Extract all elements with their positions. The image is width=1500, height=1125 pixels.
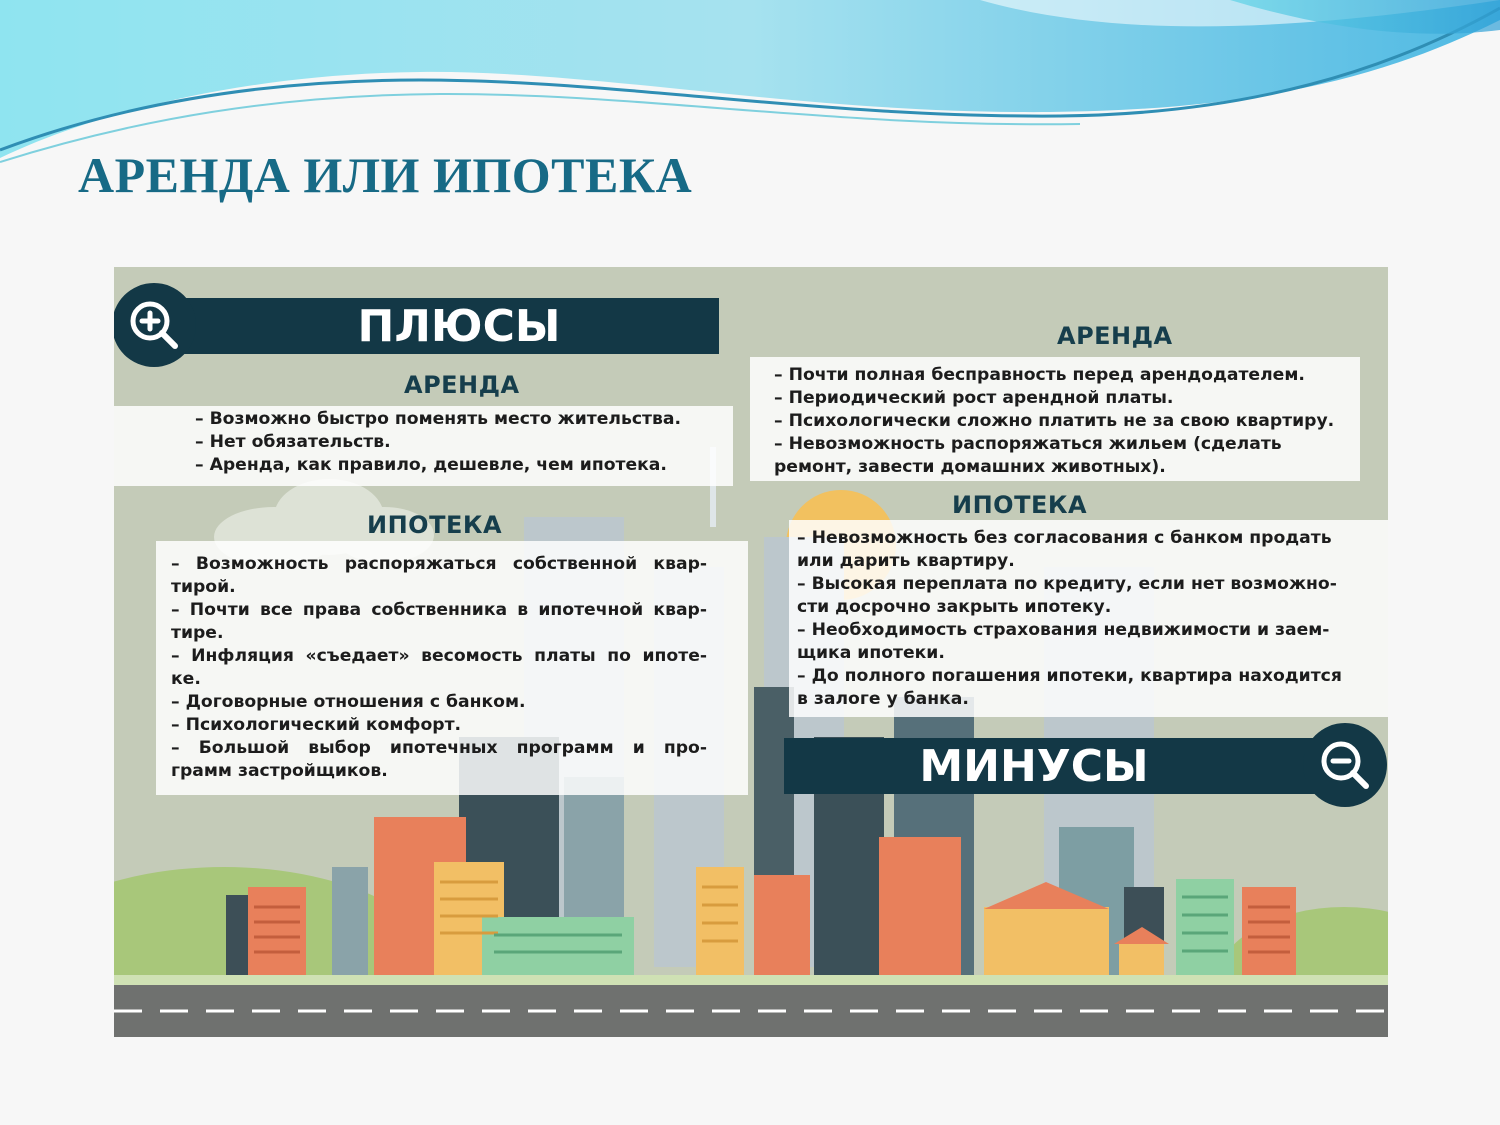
list-item: – Высокая переплата по кредиту, если нет возможно- bbox=[797, 574, 1337, 594]
list-item: в залоге у банка. bbox=[797, 689, 969, 709]
list-item: или дарить квартиру. bbox=[797, 551, 1015, 571]
rent-vs-mortgage-infographic bbox=[114, 267, 1388, 1037]
pros-mortgage-heading: ИПОТЕКА bbox=[367, 511, 503, 539]
list-item: – Нет обязательств. bbox=[195, 432, 391, 452]
list-item: – Почти полная бесправность перед арендодателем. bbox=[774, 365, 1305, 385]
cons-mortgage-panel bbox=[789, 520, 1388, 717]
list-item: – Аренда, как правило, дешевле, чем ипотека. bbox=[195, 455, 667, 475]
cons-rent-panel bbox=[750, 357, 1360, 481]
list-item: – Невозможность распоряжаться жильем (сделать bbox=[774, 434, 1282, 454]
pros-rent-heading: АРЕНДА bbox=[404, 371, 520, 399]
cons-banner-label: МИНУСЫ bbox=[919, 740, 1149, 792]
list-item: – Возможно быстро поменять место жительства. bbox=[195, 409, 682, 429]
list-item: – Необходимость страхования недвижимости и заем- bbox=[797, 620, 1330, 640]
list-item: – Невозможность без согласования с банком продать bbox=[797, 528, 1332, 548]
list-item: – Периодический рост арендной платы. bbox=[774, 388, 1174, 408]
pros-banner bbox=[174, 298, 719, 354]
cons-rent-heading: АРЕНДА bbox=[1057, 322, 1173, 350]
list-item: ке. bbox=[171, 669, 201, 689]
list-item: грамм застройщиков. bbox=[171, 761, 388, 781]
list-item: – Психологический комфорт. bbox=[171, 715, 462, 735]
list-item: – Договорные отношения с банком. bbox=[171, 692, 526, 712]
list-item: щика ипотеки. bbox=[797, 643, 945, 663]
zoom-out-icon bbox=[1303, 723, 1387, 807]
list-item: – Почти все права собственника в ипотечной квар- bbox=[171, 600, 707, 620]
list-item: ремонт, завести домашних животных). bbox=[774, 457, 1166, 477]
list-item: сти досрочно закрыть ипотеку. bbox=[797, 597, 1112, 617]
list-item: – Возможность распоряжаться собственной квар- bbox=[171, 554, 707, 574]
cons-mortgage-heading: ИПОТЕКА bbox=[952, 491, 1088, 519]
pros-banner-label: ПЛЮСЫ bbox=[357, 300, 561, 352]
cons-banner bbox=[784, 738, 1354, 794]
list-item: – Большой выбор ипотечных программ и про- bbox=[171, 738, 707, 758]
zoom-in-icon bbox=[114, 283, 196, 367]
list-item: тире. bbox=[171, 623, 224, 643]
list-item: – До полного погашения ипотеки, квартира находится bbox=[797, 666, 1342, 686]
pros-mortgage-panel bbox=[156, 541, 748, 795]
list-item: – Психологически сложно платить не за свою квартиру. bbox=[774, 411, 1335, 431]
list-item: – Инфляция «съедает» весомость платы по ипоте- bbox=[171, 646, 707, 666]
list-item: тирой. bbox=[171, 577, 236, 597]
slide-title: АРЕНДА ИЛИ ИПОТЕКА bbox=[78, 147, 693, 203]
pros-rent-panel bbox=[114, 406, 733, 486]
